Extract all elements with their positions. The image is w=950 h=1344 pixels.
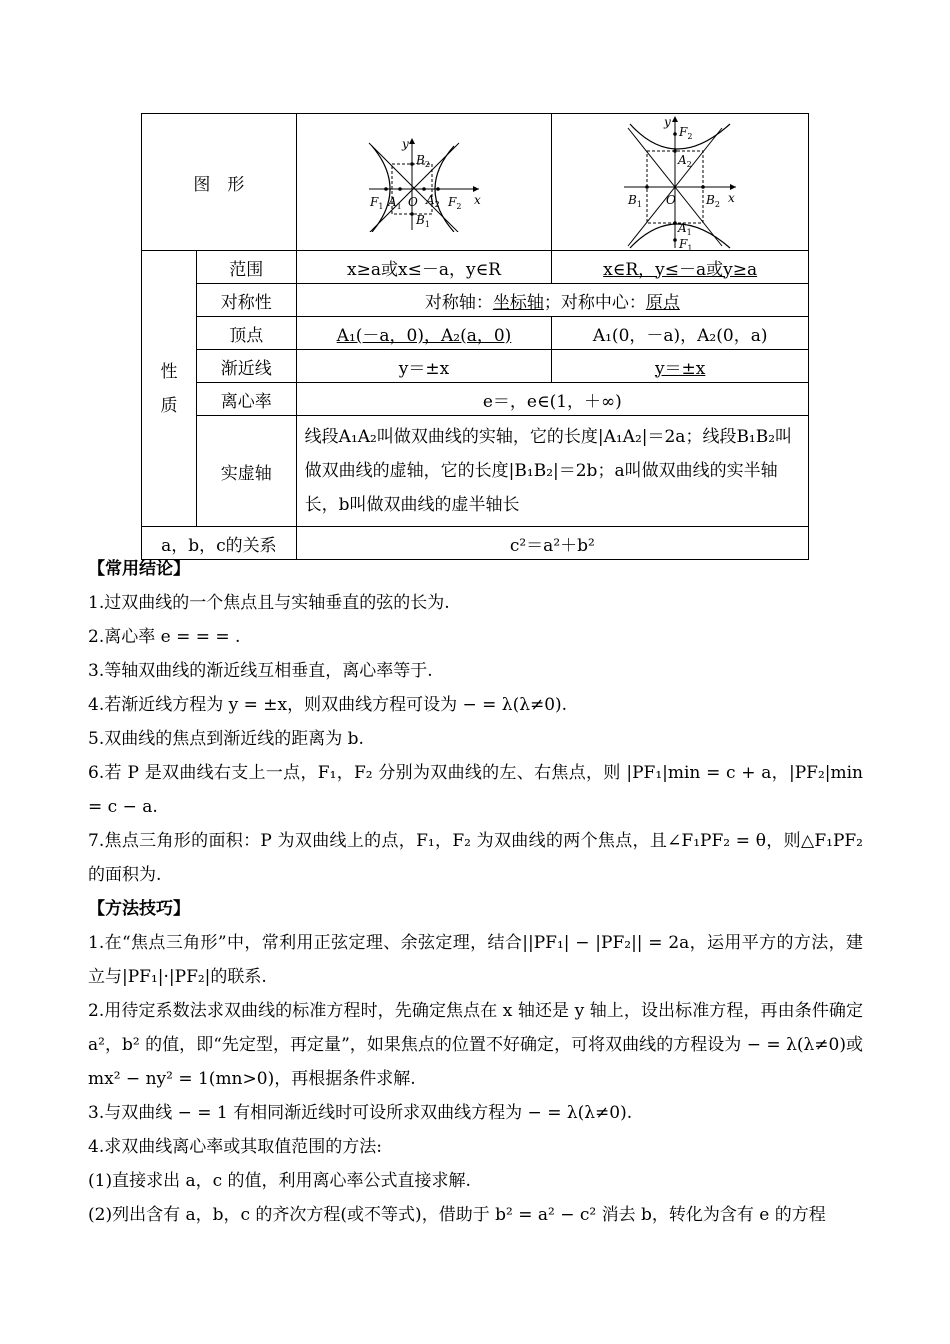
svg-text:O: O	[407, 195, 418, 209]
svg-text:y: y	[664, 115, 671, 129]
horizontal-hyperbola-figure	[364, 132, 484, 232]
asymptote-label: 渐近线	[196, 350, 296, 383]
right-figure-cell	[552, 114, 809, 251]
svg-text:x: x	[728, 191, 735, 205]
svg-text:B2: $B_2$	[415, 153, 430, 169]
asymptote-right: y＝±x	[552, 350, 809, 383]
relation-value: c²＝a²＋b²	[296, 527, 808, 560]
svg-text:F1: $F_1$	[369, 195, 384, 211]
common-item: 2.离心率 e = = = .	[88, 627, 241, 647]
symmetry-label: 对称性	[196, 284, 296, 317]
property-label: 性 质	[142, 251, 197, 527]
vertex-label: 顶点	[196, 317, 296, 350]
figure-label: 图 形	[142, 114, 297, 251]
svg-text:x: x	[473, 193, 481, 207]
properties-table	[141, 113, 809, 560]
common-item: 7.焦点三角形的面积：P 为双曲线上的点，F₁，F₂ 为双曲线的两个焦点，且∠F₁PF₂ = θ，则△F₁PF₂ 的面积为.	[88, 831, 863, 885]
eccentricity-value: e＝，e∈(1，＋∞)	[296, 383, 808, 416]
method-item: 4.求双曲线离心率或其取值范围的方法:	[88, 1137, 382, 1157]
method-item: 1.在“焦点三角形”中，常利用正弦定理、余弦定理，结合||PF₁| − |PF₂|| = 2a，运用平方的方法，建立与|PF₁|·|PF₂|的联系.	[88, 933, 863, 987]
method-title: 【方法技巧】	[88, 899, 190, 919]
relation-label: a，b，c的关系	[142, 527, 297, 560]
common-item: 5.双曲线的焦点到渐近线的距离为 b.	[88, 729, 364, 749]
svg-text:B1: $B_1$	[415, 213, 430, 229]
symmetry-value: 对称轴：坐标轴；对称中心：原点	[296, 284, 808, 317]
common-item: 3.等轴双曲线的渐近线互相垂直，离心率等于.	[88, 661, 433, 681]
left-figure-cell	[296, 114, 552, 251]
method-item: 3.与双曲线 − = 1 有相同渐近线时可设所求双曲线方程为 − = λ(λ≠0).	[88, 1103, 633, 1123]
method-item: 2.用待定系数法求双曲线的标准方程时，先确定焦点在 x 轴还是 y 轴上，设出标准方程，再由条件确定 a²，b² 的值，即“先定型，再定量”，如果焦点的位置不好确定，可将双曲线的方程设为 − = λ(λ≠0)或 mx² − ny² = 1(mn>0)，再根据条件求解.	[88, 1001, 863, 1089]
common-item: 4.若渐近线方程为 y = ±x，则双曲线方程可设为 − = λ(λ≠0).	[88, 695, 568, 715]
common-item: 1.过双曲线的一个焦点且与实轴垂直的弦的长为.	[88, 593, 450, 613]
method-item: (1)直接求出 a，c 的值，利用离心率公式直接求解.	[88, 1171, 471, 1191]
svg-text:F1: $F_1$	[679, 237, 693, 250]
common-title: 【常用结论】	[88, 559, 190, 579]
vertex-right: A₁(0，－a)，A₂(0，a)	[552, 317, 809, 350]
range-left: x≥a或x≤－a，y∈R	[296, 251, 552, 284]
method-item: (2)列出含有 a，b，c 的齐次方程(或不等式)，借助于 b² = a² − c² 消去 b，转化为含有 e 的方程	[88, 1205, 826, 1225]
svg-text:y: y	[401, 137, 409, 151]
method-skills	[88, 892, 863, 1232]
svg-text:F2: $F_2$	[679, 125, 693, 141]
axes-text: 线段A₁A₂叫做双曲线的实轴，它的长度|A₁A₂|＝2a；线段B₁B₂叫做双曲线的虚轴，它的长度|B₁B₂|＝2b；a叫做双曲线的实半轴长，b叫做双曲线的虚半轴长	[296, 416, 808, 527]
eccentricity-label: 离心率	[196, 383, 296, 416]
svg-text:B2: $B_2$	[706, 193, 721, 209]
svg-text:A1: $A_1$	[387, 195, 402, 211]
range-right: x∈R，y≤－a或y≥a	[552, 251, 809, 284]
vertex-left: A₁(－a，0)，A₂(a，0)	[296, 317, 552, 350]
common-conclusions	[88, 552, 863, 892]
svg-text:A2: $A_2$	[425, 193, 440, 209]
common-item: 6.若 P 是双曲线右支上一点，F₁，F₂ 分别为双曲线的左、右焦点，则 |PF₁|min = c + a，|PF₂|min = c − a.	[88, 763, 863, 817]
svg-text:A2: $A_2$	[678, 153, 692, 169]
asymptote-left: y＝±x	[296, 350, 552, 383]
svg-text:A1: $A_1$	[678, 221, 692, 237]
vertical-hyperbola-figure	[620, 114, 740, 250]
range-label: 范围	[196, 251, 296, 284]
svg-text:B1: $B_1$	[628, 193, 643, 209]
svg-text:O: O	[666, 193, 676, 207]
axes-label: 实虚轴	[196, 416, 296, 527]
svg-text:F2: $F_2$	[447, 195, 462, 211]
